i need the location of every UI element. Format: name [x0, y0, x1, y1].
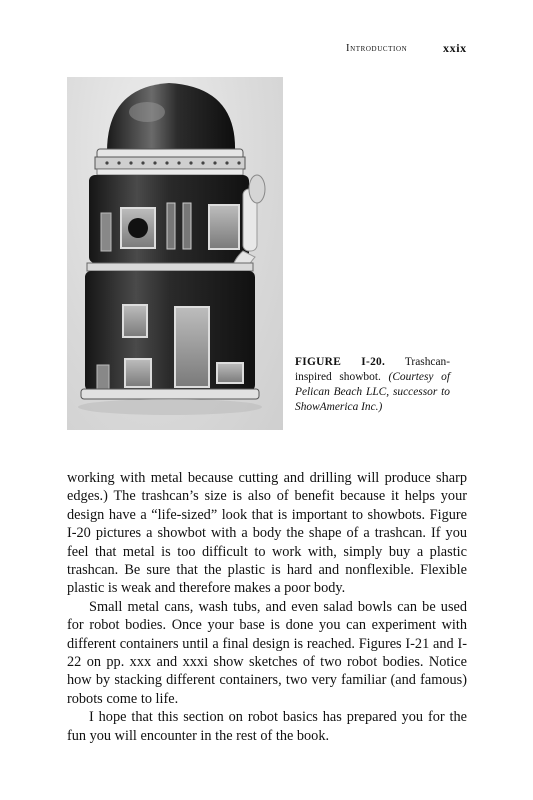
paragraph-1: working with metal because cutting and drilling will produce sharp edges.) The trashcan’s size is also of benefit because it helps your design have a “life-sized” look that is important to showbots. Figure I-20 pictures a showbot with a body the shape of a trashcan. If you feel that metal is too difficult to work with, simply buy a plastic trashcan. Be sure that the plastic is hard and nonflexible. Flexible plastic is weak and therefore makes a poor body. [67, 470, 467, 597]
paragraph-3: I hope that this section on robot basics has prepared you for the fun you will encounter in the rest of the book. [67, 709, 467, 744]
body-text [67, 469, 467, 745]
showbot-photo [67, 77, 283, 430]
figure-caption [295, 355, 450, 415]
page-number: xxix [443, 41, 467, 55]
running-head [0, 41, 533, 57]
paragraph-2: Small metal cans, wash tubs, and even salad bowls can be used for robot bodies. Once your base is done you can experiment with different containers until a final design is reached. Figures I-21 and I-22 on pp. xxx and xxxi show sketches of two robot bodies. Notice how by stacking different containers, two very familiar (and famous) robots come to life. [67, 598, 467, 707]
running-head-section: Introduction [346, 43, 408, 54]
trashcan-showbot-illustration [67, 77, 283, 430]
figure-description: Trashcan-inspired showbot. [295, 356, 450, 383]
figure-label: FIGURE I-20. [295, 356, 386, 368]
figure-credit: (Courtesy of Pelican Beach LLC, successor to ShowAmerica Inc.) [295, 371, 450, 413]
